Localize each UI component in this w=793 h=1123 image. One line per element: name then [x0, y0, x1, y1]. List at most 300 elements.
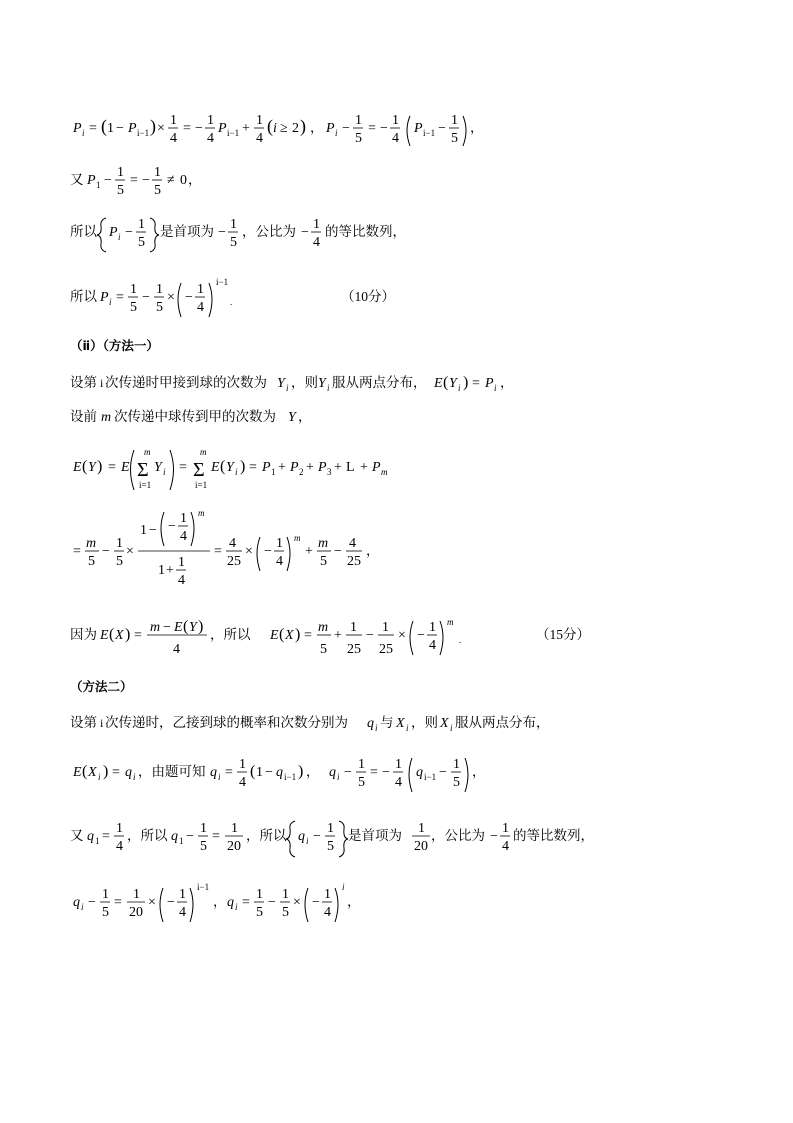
svg-text:−: −	[490, 829, 498, 844]
svg-text:又: 又	[70, 172, 84, 188]
svg-text:P: P	[414, 121, 423, 136]
svg-text:次传递时，乙接到球的概率和次数分别为: 次传递时，乙接到球的概率和次数分别为	[105, 715, 348, 731]
svg-text:1: 1	[271, 467, 276, 477]
svg-text:X: X	[396, 716, 405, 731]
svg-text:i: i	[458, 383, 461, 393]
svg-text:≠: ≠	[167, 173, 175, 188]
svg-text:25: 25	[347, 554, 361, 569]
svg-text:i: i	[375, 723, 378, 733]
svg-text:，所以: ，所以	[127, 828, 168, 844]
svg-text:，公比为: ，公比为	[431, 828, 485, 844]
svg-text:(: (	[82, 763, 88, 780]
svg-text:i: i	[342, 882, 345, 892]
svg-text:5: 5	[117, 183, 124, 198]
svg-text:i: i	[81, 902, 84, 912]
svg-text:1: 1	[230, 217, 237, 232]
svg-text:=: =	[130, 173, 138, 188]
svg-text:+: +	[334, 460, 342, 475]
svg-text:m: m	[318, 620, 329, 635]
svg-text:(: (	[267, 116, 273, 136]
svg-text:i: i	[100, 716, 104, 730]
svg-text:−: −	[380, 121, 388, 136]
svg-text:P: P	[318, 460, 327, 475]
svg-text:Y: Y	[318, 376, 326, 391]
svg-text:1: 1	[179, 887, 186, 902]
svg-text:20: 20	[129, 905, 143, 920]
svg-text:P: P	[485, 376, 494, 391]
section-label-method-2: （方法二）	[70, 679, 133, 694]
svg-text:): )	[300, 116, 306, 136]
svg-text:3: 3	[327, 467, 332, 477]
svg-text:E: E	[100, 628, 109, 643]
svg-text:20: 20	[414, 839, 428, 854]
svg-text:i: i	[235, 902, 238, 912]
svg-text:，: ，	[188, 172, 202, 188]
svg-text:q: q	[125, 765, 132, 780]
svg-text:（15分）: （15分）	[536, 627, 590, 642]
svg-text:20: 20	[227, 839, 241, 854]
svg-text:4: 4	[229, 536, 236, 551]
svg-text:X: X	[115, 628, 124, 643]
math-p1-check	[70, 163, 270, 203]
svg-text:−: −	[102, 544, 110, 559]
svg-text:i: i	[118, 232, 121, 242]
svg-text:×: ×	[245, 544, 253, 559]
svg-text:i: i	[335, 128, 338, 138]
svg-text:1: 1	[200, 821, 207, 836]
svg-text:i: i	[163, 467, 166, 477]
svg-text:=: =	[249, 460, 257, 475]
svg-text:q: q	[227, 895, 234, 910]
svg-text:Y: Y	[88, 460, 96, 475]
svg-text:+: +	[278, 460, 286, 475]
svg-text:i: i	[218, 772, 221, 782]
svg-text:P: P	[372, 460, 381, 475]
svg-text:1: 1	[95, 836, 100, 846]
svg-text:i: i	[406, 723, 409, 733]
svg-text:5: 5	[116, 554, 123, 569]
svg-text:X: X	[88, 765, 97, 780]
svg-text:4: 4	[178, 573, 185, 588]
svg-text:（10分）: （10分）	[341, 289, 395, 304]
svg-text:与: 与	[380, 715, 394, 731]
svg-text:次传递中球传到甲的次数为: 次传递中球传到甲的次数为	[114, 409, 276, 425]
svg-text:−: −	[313, 829, 321, 844]
svg-text:i: i	[306, 836, 309, 846]
svg-text:1: 1	[179, 836, 184, 846]
math-qi-xi-def	[70, 711, 570, 735]
svg-text:i: i	[100, 376, 104, 390]
svg-text:=: =	[134, 628, 142, 643]
svg-text:(: (	[250, 763, 256, 780]
svg-text:1: 1	[392, 113, 399, 128]
svg-text:P: P	[100, 290, 109, 305]
svg-text:i=1: i=1	[195, 480, 208, 490]
svg-text:，: ，	[306, 764, 320, 780]
svg-text:1: 1	[170, 113, 177, 128]
svg-text:=: =	[304, 628, 312, 643]
svg-text:4: 4	[392, 131, 399, 146]
svg-text:设第: 设第	[70, 375, 97, 391]
section-label-method-1: （ⅱ）（方法一）	[70, 338, 159, 353]
svg-text:1: 1	[239, 757, 246, 772]
svg-text:1: 1	[276, 536, 283, 551]
svg-text:(: (	[220, 458, 226, 475]
svg-text:+: +	[334, 628, 342, 643]
svg-text:=: =	[183, 121, 191, 136]
svg-text:−: −	[167, 895, 175, 910]
svg-text:×: ×	[293, 895, 301, 910]
svg-text:25: 25	[379, 642, 393, 657]
svg-text:5: 5	[200, 839, 207, 854]
svg-text:1: 1	[355, 113, 362, 128]
svg-text:5: 5	[154, 183, 161, 198]
svg-text:−: −	[168, 519, 176, 534]
svg-text:−: −	[439, 765, 447, 780]
svg-text:): )	[125, 626, 131, 643]
math-geometric-seq-p	[70, 214, 490, 256]
svg-text:=: =	[114, 895, 122, 910]
svg-text:1: 1	[282, 887, 289, 902]
svg-text:，则: ，则	[411, 715, 438, 731]
svg-text:设前: 设前	[70, 409, 97, 425]
svg-text:4: 4	[395, 775, 402, 790]
svg-text:i: i	[273, 121, 277, 136]
svg-text:1: 1	[256, 887, 263, 902]
svg-text:，: ，	[310, 120, 324, 136]
svg-text:−: −	[149, 523, 157, 538]
svg-text:1: 1	[256, 113, 263, 128]
math-q-general-term	[70, 879, 370, 925]
svg-text:5: 5	[130, 300, 137, 315]
svg-text:×: ×	[167, 290, 175, 305]
svg-text:E: E	[211, 460, 220, 475]
svg-text:−: −	[312, 895, 320, 910]
svg-text:4: 4	[170, 131, 177, 146]
svg-text:1: 1	[138, 217, 145, 232]
svg-text:P: P	[109, 225, 118, 240]
svg-text:=: =	[102, 829, 110, 844]
svg-text:1: 1	[133, 887, 140, 902]
svg-text:(: (	[443, 374, 449, 391]
svg-text:，所以: ，所以	[210, 627, 251, 643]
svg-text:−: −	[116, 121, 124, 136]
svg-text:(: (	[82, 458, 88, 475]
svg-text:1: 1	[102, 887, 109, 902]
svg-text:(: (	[183, 618, 189, 635]
svg-text:q: q	[276, 765, 283, 780]
svg-text:−: −	[342, 121, 350, 136]
svg-text:Y: Y	[154, 460, 162, 475]
svg-text:m: m	[198, 508, 205, 518]
svg-text:1: 1	[453, 757, 460, 772]
svg-text:i−1: i−1	[137, 128, 150, 138]
svg-text:1: 1	[358, 757, 365, 772]
svg-text:1: 1	[178, 555, 185, 570]
svg-text:−: −	[417, 628, 425, 643]
svg-text:P: P	[87, 173, 96, 188]
svg-text:5: 5	[88, 554, 95, 569]
svg-text:): )	[463, 374, 469, 391]
svg-text:i−1: i−1	[227, 128, 240, 138]
svg-text:1: 1	[382, 620, 389, 635]
svg-text:−: −	[366, 628, 374, 643]
svg-text:×: ×	[126, 544, 134, 559]
svg-text:i−1: i−1	[424, 772, 437, 782]
svg-text:X: X	[440, 716, 449, 731]
svg-text:，: ，	[500, 375, 514, 391]
svg-text:q: q	[87, 829, 94, 844]
svg-text:+: +	[305, 544, 313, 559]
svg-text:1: 1	[395, 757, 402, 772]
svg-text:服从两点分布，: 服从两点分布，	[455, 715, 550, 731]
svg-text:(: (	[279, 626, 285, 643]
svg-text:，: ，	[298, 409, 312, 425]
svg-text:5: 5	[230, 235, 237, 250]
svg-text:服从两点分布，: 服从两点分布，	[332, 375, 427, 391]
svg-text:E: E	[434, 376, 443, 391]
math-yi-def	[70, 371, 530, 395]
svg-text:=: =	[472, 376, 480, 391]
svg-text:i: i	[98, 772, 101, 782]
svg-text:×: ×	[148, 895, 156, 910]
svg-text:1: 1	[156, 282, 163, 297]
svg-text:是首项为: 是首项为	[160, 224, 214, 240]
math-p-general-term	[70, 277, 410, 319]
svg-text:，公比为: ，公比为	[242, 224, 296, 240]
svg-text:+: +	[360, 460, 368, 475]
svg-text:P: P	[128, 121, 137, 136]
svg-text:m: m	[101, 410, 112, 425]
svg-text:L: L	[346, 460, 355, 475]
svg-text:≥: ≥	[280, 121, 288, 136]
svg-text:，则: ，则	[291, 375, 318, 391]
svg-text:=: =	[179, 460, 187, 475]
svg-text:5: 5	[358, 775, 365, 790]
svg-text:Σ: Σ	[193, 459, 205, 481]
svg-text:q: q	[367, 716, 374, 731]
svg-text:P: P	[290, 460, 299, 475]
svg-text:×: ×	[157, 121, 165, 136]
svg-text:1: 1	[116, 821, 123, 836]
svg-text:−: −	[142, 290, 150, 305]
svg-text:又: 又	[70, 828, 84, 844]
svg-text:): )	[97, 458, 103, 475]
svg-text:q: q	[73, 895, 80, 910]
svg-text:1: 1	[96, 180, 101, 190]
svg-text:，: ，	[472, 764, 486, 780]
svg-text:4: 4	[197, 300, 204, 315]
svg-text:): )	[103, 763, 109, 780]
svg-text:5: 5	[451, 131, 458, 146]
svg-text:=: =	[89, 121, 97, 136]
svg-text:−: −	[334, 544, 342, 559]
svg-text:5: 5	[282, 905, 289, 920]
svg-text:所以: 所以	[70, 289, 97, 305]
svg-text:m: m	[294, 533, 301, 543]
svg-text:1: 1	[116, 536, 123, 551]
svg-text:−: −	[195, 121, 203, 136]
svg-text:5: 5	[256, 905, 263, 920]
svg-text:−: −	[104, 173, 112, 188]
svg-text:m: m	[144, 447, 151, 457]
svg-text:次传递时甲接到球的次数为: 次传递时甲接到球的次数为	[105, 375, 267, 391]
svg-text:5: 5	[138, 235, 145, 250]
svg-text:因为: 因为	[70, 627, 97, 643]
svg-text:i: i	[235, 467, 238, 477]
svg-text:1: 1	[180, 511, 187, 526]
svg-text:=: =	[108, 460, 116, 475]
svg-text:−: −	[185, 290, 193, 305]
svg-text:i: i	[494, 383, 497, 393]
svg-text:4: 4	[324, 905, 331, 920]
svg-text:1: 1	[451, 113, 458, 128]
svg-text:q: q	[298, 829, 305, 844]
svg-text:4: 4	[179, 905, 186, 920]
svg-text:−: −	[88, 895, 96, 910]
svg-text:4: 4	[256, 131, 263, 146]
svg-text:5: 5	[156, 300, 163, 315]
svg-text:，: ，	[213, 894, 227, 910]
math-ex-result	[70, 613, 590, 661]
svg-text:，所以: ，所以	[246, 828, 287, 844]
svg-text:q: q	[210, 765, 217, 780]
svg-text:1: 1	[313, 217, 320, 232]
svg-text:Y: Y	[226, 460, 234, 475]
svg-text:i−1: i−1	[423, 128, 436, 138]
svg-text:i: i	[82, 128, 85, 138]
svg-text:1: 1	[154, 165, 161, 180]
svg-text:−: −	[344, 765, 352, 780]
svg-text:−: −	[268, 895, 276, 910]
svg-text:5: 5	[355, 131, 362, 146]
svg-text:X: X	[285, 628, 294, 643]
svg-text:5: 5	[327, 839, 334, 854]
svg-text:=: =	[214, 544, 222, 559]
svg-text:25: 25	[347, 642, 361, 657]
svg-text:1: 1	[107, 121, 114, 136]
svg-text:1: 1	[231, 821, 238, 836]
svg-text:所以: 所以	[70, 224, 97, 240]
svg-text:1: 1	[256, 765, 263, 780]
svg-text:): )	[198, 618, 204, 635]
svg-text:E: E	[121, 460, 130, 475]
svg-text:4: 4	[313, 235, 320, 250]
svg-text:−: −	[218, 225, 226, 240]
svg-text:，: ，	[366, 543, 380, 559]
svg-text:−: −	[163, 620, 171, 635]
svg-text:−: −	[125, 225, 133, 240]
svg-text:−: −	[264, 544, 272, 559]
svg-text:+: +	[306, 460, 314, 475]
svg-text:+: +	[242, 121, 250, 136]
math-ey-sum	[70, 444, 430, 494]
svg-text:q: q	[171, 829, 178, 844]
math-qi-recurrence	[70, 753, 490, 795]
svg-text:.: .	[230, 297, 233, 307]
svg-text:i: i	[109, 297, 112, 307]
svg-text:的等比数列，: 的等比数列，	[513, 828, 594, 844]
svg-text:−: −	[301, 225, 309, 240]
svg-text:q: q	[329, 765, 336, 780]
svg-text:q: q	[416, 765, 423, 780]
svg-text:Y: Y	[288, 410, 296, 425]
svg-text:Y: Y	[449, 376, 457, 391]
svg-text:1: 1	[429, 620, 436, 635]
svg-text:=: =	[242, 895, 250, 910]
svg-text:2: 2	[299, 467, 304, 477]
svg-text:i=1: i=1	[139, 480, 152, 490]
svg-text:5: 5	[453, 775, 460, 790]
math-p-recurrence	[70, 112, 490, 152]
svg-text:1: 1	[158, 563, 165, 578]
svg-text:m: m	[150, 620, 161, 635]
svg-text:5: 5	[320, 554, 327, 569]
svg-text:E: E	[73, 460, 82, 475]
svg-text:4: 4	[207, 131, 214, 146]
svg-text:1: 1	[502, 821, 509, 836]
svg-text:Σ: Σ	[137, 459, 149, 481]
svg-text:P: P	[73, 121, 82, 136]
svg-text:4: 4	[429, 638, 436, 653]
svg-text:.: .	[459, 635, 462, 645]
svg-text:m: m	[200, 447, 207, 457]
svg-text:−: −	[382, 765, 390, 780]
svg-text:5: 5	[320, 642, 327, 657]
svg-text:，: ，	[347, 894, 361, 910]
svg-text:4: 4	[180, 529, 187, 544]
svg-text:，由题可知: ，由题可知	[138, 764, 206, 780]
svg-text:=: =	[225, 765, 233, 780]
svg-text:4: 4	[276, 554, 283, 569]
svg-text:1: 1	[117, 165, 124, 180]
svg-text:4: 4	[173, 642, 180, 657]
svg-text:E: E	[174, 620, 183, 635]
svg-text:i: i	[286, 383, 289, 393]
svg-text:i: i	[450, 723, 453, 733]
svg-text:i: i	[337, 772, 340, 782]
svg-text:i−1: i−1	[197, 882, 210, 892]
svg-text:的等比数列，: 的等比数列，	[325, 224, 406, 240]
svg-text:=: =	[370, 765, 378, 780]
svg-text:i: i	[327, 383, 330, 393]
svg-text:5: 5	[102, 905, 109, 920]
svg-text:×: ×	[398, 628, 406, 643]
svg-text:1: 1	[197, 282, 204, 297]
svg-text:E: E	[73, 765, 82, 780]
svg-text:−: −	[186, 829, 194, 844]
svg-text:1: 1	[324, 887, 331, 902]
svg-text:=: =	[368, 121, 376, 136]
svg-text:25: 25	[227, 554, 241, 569]
svg-text:1: 1	[130, 282, 137, 297]
svg-text:=: =	[116, 290, 124, 305]
svg-text:): )	[150, 116, 156, 136]
svg-text:m: m	[86, 536, 97, 551]
svg-text:=: =	[212, 829, 220, 844]
math-ey-closed-form	[70, 508, 390, 592]
svg-text:(: (	[101, 116, 107, 136]
svg-text:1: 1	[140, 523, 147, 538]
svg-text:1: 1	[207, 113, 214, 128]
svg-text:Y: Y	[189, 620, 197, 635]
svg-text:4: 4	[502, 839, 509, 854]
svg-text:m: m	[318, 536, 329, 551]
svg-text:4: 4	[349, 536, 356, 551]
math-y-def	[70, 405, 370, 429]
svg-text:−: −	[142, 173, 150, 188]
svg-text:): )	[240, 458, 246, 475]
